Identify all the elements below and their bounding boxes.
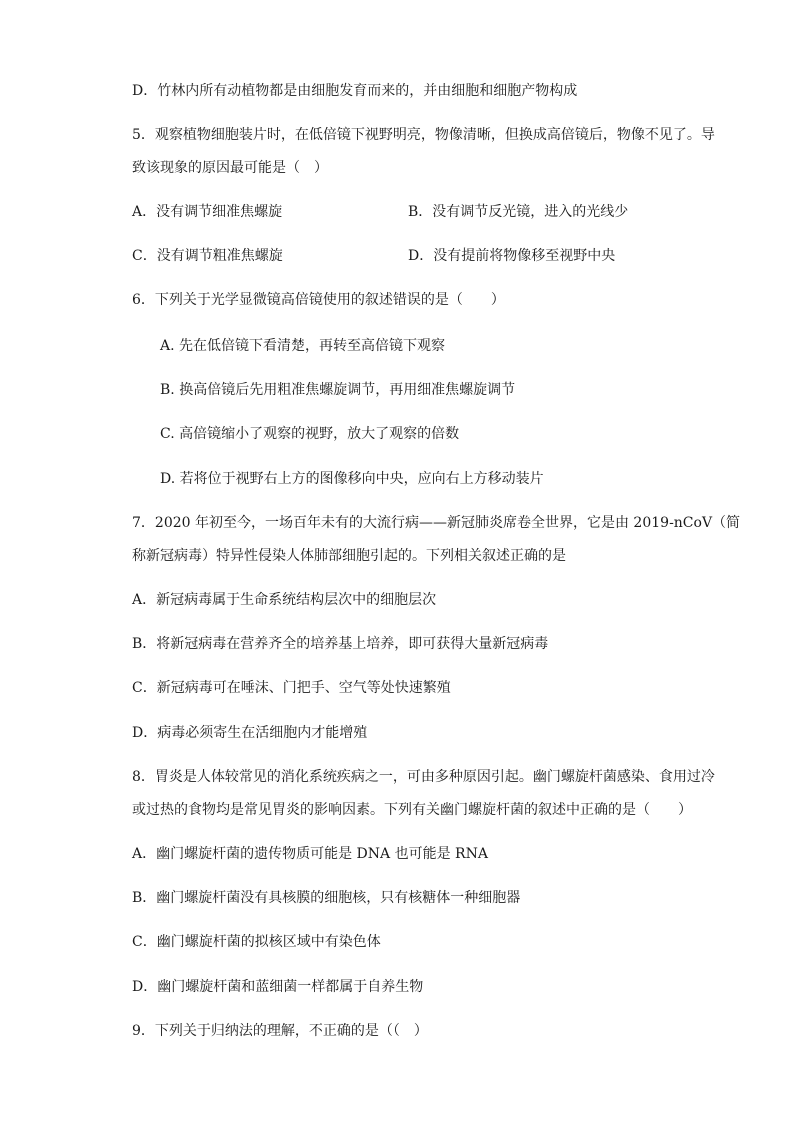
q5-stem-line2: 致该现象的原因最可能是（ ） xyxy=(132,160,328,176)
q5-option-d: D．没有提前将物像移至视野中央 xyxy=(408,248,616,264)
q7-option-d: D．病毒必须寄生在活细胞内才能增殖 xyxy=(132,725,368,741)
q6-option-b: B. 换高倍镜后先用粗准焦螺旋调节，再用细准焦螺旋调节 xyxy=(160,382,516,398)
q8-stem-line2: 或过热的食物均是常见胃炎的影响因素。下列有关幽门螺旋杆菌的叙述中正确的是（ ） xyxy=(132,802,692,818)
q6-option-a: A. 先在低倍镜下看清楚，再转至高倍镜下观察 xyxy=(160,338,446,354)
q6-stem: 6．下列关于光学显微镜高倍镜使用的叙述错误的是（ ） xyxy=(132,292,505,308)
q8-stem-line1: 8．胃炎是人体较常见的消化系统疾病之一，可由多种原因引起。幽门螺旋杆菌感染、食用过冷 xyxy=(132,769,715,785)
q8-option-c: C．幽门螺旋杆菌的拟核区域中有染色体 xyxy=(132,934,381,950)
q5-option-a: A．没有调节细准焦螺旋 xyxy=(132,204,283,220)
q6-option-c: C. 高倍镜缩小了观察的视野，放大了观察的倍数 xyxy=(160,426,460,442)
q6-option-d: D. 若将位于视野右上方的图像移向中央，应向右上方移动装片 xyxy=(160,471,544,487)
q5-option-b: B．没有调节反光镜，进入的光线少 xyxy=(408,204,629,220)
q7-stem-line2: 称新冠病毒）特异性侵染人体肺部细胞引起的。下列相关叙述正确的是 xyxy=(132,548,566,564)
q5-stem-line1: 5．观察植物细胞装片时，在低倍镜下视野明亮，物像清晰，但换成高倍镜后，物像不见了。导 xyxy=(132,127,715,143)
q7-option-a: A．新冠病毒属于生命系统结构层次中的细胞层次 xyxy=(132,592,437,608)
q7-stem-line1: 7．2020 年初至今，一场百年未有的大流行病——新冠肺炎席卷全世界，它是由 2019-nCoV（简 xyxy=(132,515,741,531)
q8-option-d: D．幽门螺旋杆菌和蓝细菌一样都属于自养生物 xyxy=(132,979,424,995)
q8-option-a: A．幽门螺旋杆菌的遗传物质可能是 DNA 也可能是 RNA xyxy=(132,846,488,862)
q5-option-c: C．没有调节粗准焦螺旋 xyxy=(132,248,283,264)
q7-option-b: B．将新冠病毒在营养齐全的培养基上培养，即可获得大量新冠病毒 xyxy=(132,636,549,652)
q4-option-d: D．竹林内所有动植物都是由细胞发育而来的，并由细胞和细胞产物构成 xyxy=(132,83,578,99)
q7-option-c: C．新冠病毒可在唾沫、门把手、空气等处快速繁殖 xyxy=(132,680,451,696)
q8-option-b: B．幽门螺旋杆菌没有具核膜的细胞核，只有核糖体一种细胞器 xyxy=(132,890,521,906)
q9-stem: 9．下列关于归纳法的理解，不正确的是（（ ） xyxy=(132,1023,428,1039)
